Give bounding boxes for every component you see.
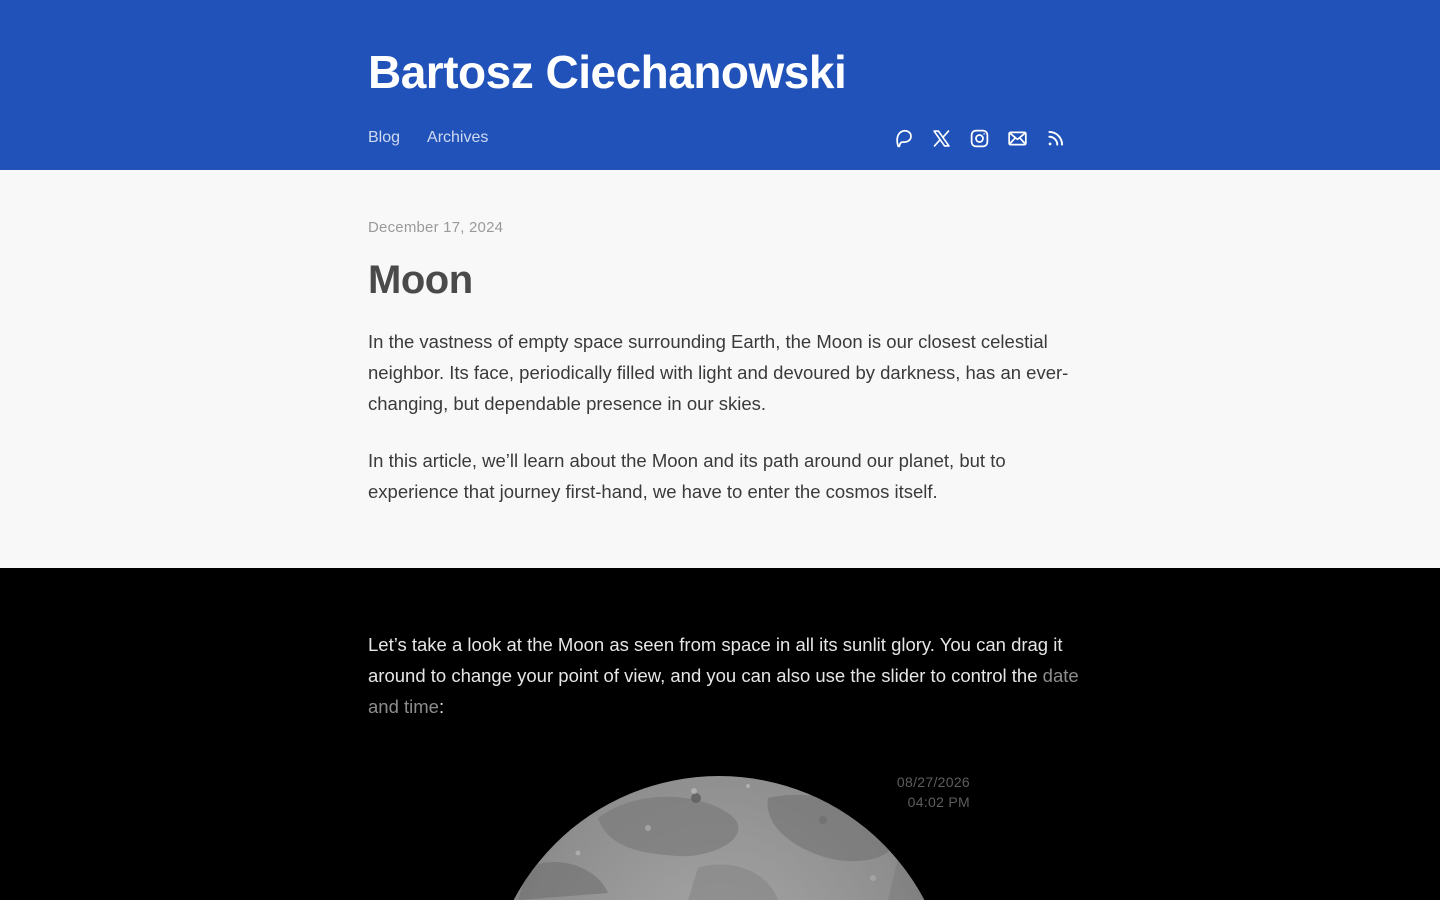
post-date: December 17, 2024	[368, 219, 504, 236]
moon-viewer[interactable]	[368, 758, 1080, 900]
moon-section-paragraph	[368, 629, 1080, 722]
moon-time: 04:02 PM	[907, 794, 970, 810]
moon-datetime-readout	[897, 772, 970, 812]
post-title: Moon	[368, 258, 473, 302]
moon-section	[0, 568, 1440, 900]
site-header	[0, 0, 1440, 170]
intro-paragraph-2: In this article, we’ll learn about the Moon and its path around our planet, but to experience that journey first-hand, we have to enter the cosmos itself.	[368, 450, 1006, 502]
mail-icon[interactable]	[1006, 126, 1028, 150]
patreon-icon[interactable]	[892, 126, 914, 150]
intro-paragraph-1: In the vastness of empty space surrounding Earth, the Moon is our closest celestial neighbor. Its face, periodically filled with light and devoured by darkness, has an ever-changing, but dependable presence in our skies.	[368, 331, 1069, 414]
x-icon[interactable]	[930, 126, 952, 150]
main-nav	[368, 126, 488, 150]
article-intro	[0, 170, 1440, 568]
nav-archives-link[interactable]: Archives	[427, 129, 489, 146]
instagram-icon[interactable]	[968, 126, 990, 150]
site-title[interactable]: Bartosz Ciechanowski	[368, 46, 847, 98]
nav-blog-link[interactable]: Blog	[368, 129, 401, 146]
date-and-time-link[interactable]: date and time	[368, 665, 1079, 717]
paragraph-text: Let’s take a look at the Moon as seen from space in all its sunlit glory. You can drag it around to change your point of view, and you can also use the slider to control the	[368, 634, 1063, 686]
moon-graphic[interactable]	[368, 758, 1080, 900]
social-links	[892, 126, 1066, 150]
paragraph-end: :	[438, 696, 445, 717]
rss-icon[interactable]	[1044, 126, 1066, 150]
moon-date: 08/27/2026	[896, 774, 970, 790]
